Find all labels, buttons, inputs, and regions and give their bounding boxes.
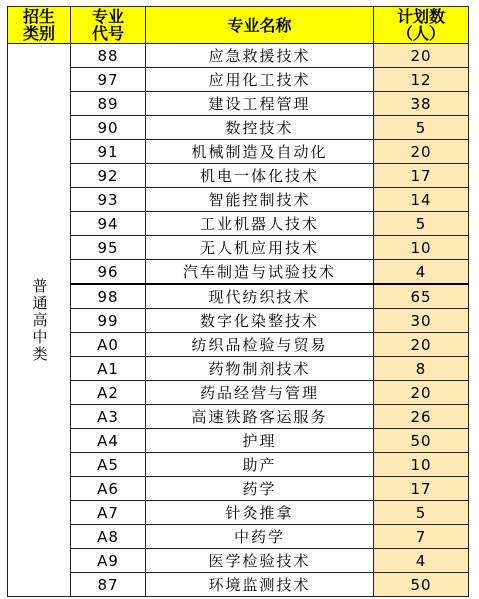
major-name-cell: 针灸推拿 [146, 501, 374, 525]
major-name-cell: 现代纺织技术 [146, 284, 374, 309]
major-code-cell: 91 [71, 140, 146, 164]
major-code-cell: A3 [71, 405, 146, 429]
table-row [8, 68, 469, 92]
major-name-cell: 数控技术 [146, 116, 374, 140]
major-code-cell: 89 [71, 92, 146, 116]
table-body [8, 44, 469, 597]
table-row [8, 453, 469, 477]
header-row [8, 7, 469, 44]
table-row [8, 501, 469, 525]
plan-count-cell: 17 [374, 164, 469, 188]
header-plan [374, 7, 469, 44]
major-code-cell: A9 [71, 549, 146, 573]
plan-count-cell: 30 [374, 309, 469, 333]
plan-count-cell: 12 [374, 68, 469, 92]
enrollment-plan-table [7, 6, 469, 597]
major-code-cell: 88 [71, 44, 146, 68]
major-code-cell: 99 [71, 309, 146, 333]
major-name-cell: 建设工程管理 [146, 92, 374, 116]
plan-count-cell: 10 [374, 236, 469, 260]
header-name [146, 7, 374, 44]
table-row [8, 164, 469, 188]
table-row [8, 188, 469, 212]
plan-count-cell: 20 [374, 381, 469, 405]
table-row [8, 116, 469, 140]
major-code-cell: A7 [71, 501, 146, 525]
major-code-cell: 96 [71, 260, 146, 285]
major-name-cell: 药物制剂技术 [146, 357, 374, 381]
plan-count-cell: 4 [374, 549, 469, 573]
major-name-cell: 高速铁路客运服务 [146, 405, 374, 429]
table-row [8, 260, 469, 285]
major-code-cell: A1 [71, 357, 146, 381]
table-row [8, 573, 469, 597]
major-name-cell: 应急救援技术 [146, 44, 374, 68]
header-category-line1: 招生 [22, 7, 55, 26]
plan-count-cell: 50 [374, 573, 469, 597]
major-name-cell: 环境监测技术 [146, 573, 374, 597]
plan-count-cell: 5 [374, 501, 469, 525]
major-name-cell: 药品经营与管理 [146, 381, 374, 405]
major-name-cell: 智能控制技术 [146, 188, 374, 212]
major-code-cell: A0 [71, 333, 146, 357]
major-name-cell: 机械制造及自动化 [146, 140, 374, 164]
header-name-text: 专业名称 [227, 15, 292, 35]
major-name-cell: 医学检验技术 [146, 549, 374, 573]
major-name-cell: 中药学 [146, 525, 374, 549]
major-code-cell: 95 [71, 236, 146, 260]
category-cell: 普通高中类 [8, 44, 71, 597]
table-row [8, 236, 469, 260]
major-code-cell: A5 [71, 453, 146, 477]
table-row [8, 284, 469, 309]
plan-count-cell: 26 [374, 405, 469, 429]
table-row [8, 92, 469, 116]
table-row [8, 549, 469, 573]
major-code-cell: 97 [71, 68, 146, 92]
table-row [8, 429, 469, 453]
plan-count-cell: 7 [374, 525, 469, 549]
major-name-cell: 工业机器人技术 [146, 212, 374, 236]
plan-count-cell: 20 [374, 333, 469, 357]
major-code-cell: 90 [71, 116, 146, 140]
major-code-cell: 94 [71, 212, 146, 236]
plan-count-cell: 10 [374, 453, 469, 477]
major-code-cell: A6 [71, 477, 146, 501]
header-code-line1: 专业 [91, 7, 124, 26]
plan-count-cell: 65 [374, 284, 469, 309]
table-row [8, 357, 469, 381]
table-row [8, 140, 469, 164]
major-name-cell: 数字化染整技术 [146, 309, 374, 333]
table-row [8, 525, 469, 549]
plan-count-cell: 20 [374, 140, 469, 164]
table-row [8, 212, 469, 236]
plan-count-cell: 5 [374, 212, 469, 236]
major-code-cell: A8 [71, 525, 146, 549]
table-row [8, 477, 469, 501]
header-plan-line1: 计划数 [396, 7, 445, 26]
plan-count-cell: 50 [374, 429, 469, 453]
plan-count-cell: 20 [374, 44, 469, 68]
plan-count-cell: 14 [374, 188, 469, 212]
header-code [71, 7, 146, 44]
major-name-cell: 助产 [146, 453, 374, 477]
major-code-cell: 98 [71, 284, 146, 309]
header-code-line2: 代号 [91, 24, 124, 43]
table-row [8, 309, 469, 333]
plan-count-cell: 8 [374, 357, 469, 381]
table-row [8, 333, 469, 357]
table-row [8, 44, 469, 68]
header-plan-line2: （人） [396, 24, 445, 43]
table-row [8, 381, 469, 405]
plan-count-cell: 4 [374, 260, 469, 285]
major-name-cell: 应用化工技术 [146, 68, 374, 92]
header-category-line2: 类别 [22, 24, 55, 43]
plan-count-cell: 17 [374, 477, 469, 501]
plan-count-cell: 38 [374, 92, 469, 116]
major-code-cell: 87 [71, 573, 146, 597]
major-name-cell: 纺织品检验与贸易 [146, 333, 374, 357]
major-code-cell: A2 [71, 381, 146, 405]
major-code-cell: A4 [71, 429, 146, 453]
major-name-cell: 汽车制造与试验技术 [146, 260, 374, 285]
major-name-cell: 药学 [146, 477, 374, 501]
header-category [8, 7, 71, 44]
table-row [8, 405, 469, 429]
plan-count-cell: 5 [374, 116, 469, 140]
major-name-cell: 无人机应用技术 [146, 236, 374, 260]
major-name-cell: 机电一体化技术 [146, 164, 374, 188]
major-code-cell: 93 [71, 188, 146, 212]
major-name-cell: 护理 [146, 429, 374, 453]
major-code-cell: 92 [71, 164, 146, 188]
